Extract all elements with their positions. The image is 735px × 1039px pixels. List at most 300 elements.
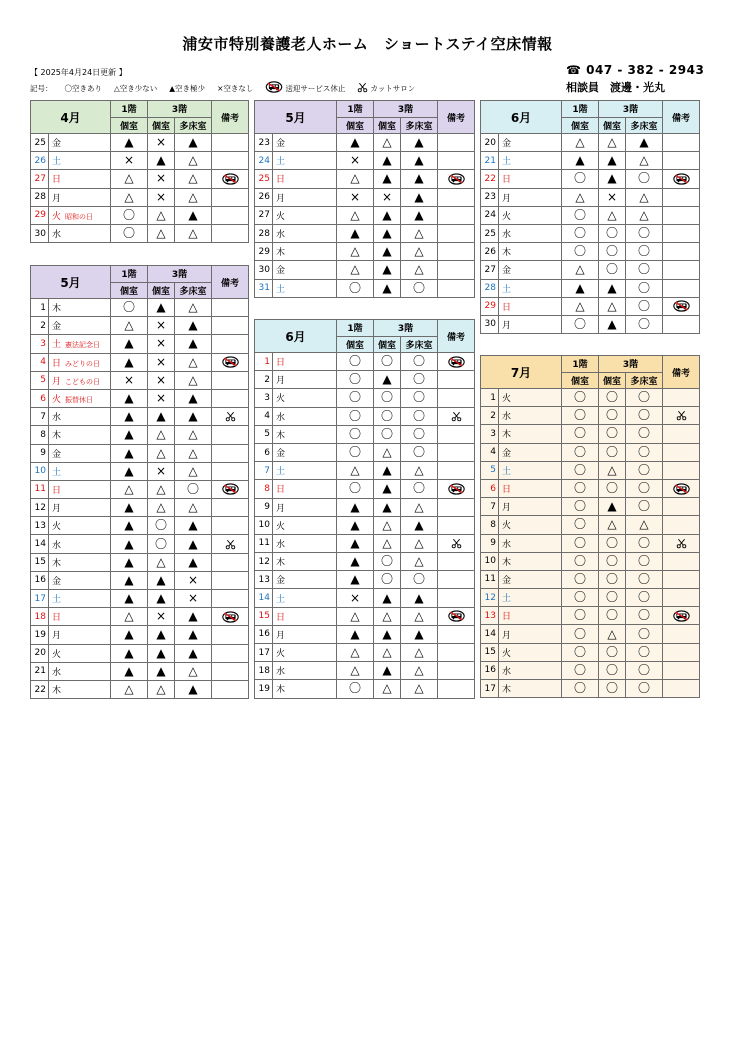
- floor3-multi-status: 〇: [401, 371, 438, 389]
- table-row: [481, 206, 700, 224]
- floor1-private-status: △: [562, 188, 599, 206]
- header-note: 備考: [663, 101, 700, 134]
- floor1-private-status: ×: [337, 188, 374, 206]
- weekday-cell: 月: [49, 188, 111, 206]
- table-row: [255, 571, 475, 589]
- table-row: [481, 297, 700, 315]
- note-cell: [438, 553, 475, 571]
- date-cell: 9: [481, 534, 499, 552]
- floor3-private-status: ▲: [148, 590, 175, 608]
- table-row: [255, 425, 475, 443]
- no-bus-icon: [663, 479, 700, 497]
- date-cell: 16: [481, 661, 499, 679]
- note-cell: [212, 662, 249, 680]
- floor3-private-status: ▲: [374, 625, 401, 643]
- floor1-private-status: ×: [337, 589, 374, 607]
- note-cell: [663, 625, 700, 643]
- date-cell: 12: [255, 553, 273, 571]
- floor1-private-status: 〇: [562, 498, 599, 516]
- floor1-private-status: ▲: [337, 625, 374, 643]
- floor3-multi-status: △: [401, 680, 438, 698]
- legend-none: ×空きなし: [217, 83, 254, 93]
- note-cell: [212, 317, 249, 335]
- note-cell: [212, 188, 249, 206]
- floor3-private-status: ▲: [148, 299, 175, 317]
- floor1-private-status: 〇: [337, 480, 374, 498]
- weekday-cell: 木: [499, 425, 562, 443]
- weekday-cell: 木: [49, 680, 111, 698]
- floor3-private-status: 〇: [599, 680, 626, 698]
- weekday-cell: 火 振替休日: [49, 389, 111, 407]
- weekday-cell: 日: [273, 170, 337, 188]
- floor3-private-status: ▲: [374, 480, 401, 498]
- legend-pickup-label: 送迎サービス休止: [285, 83, 346, 93]
- note-cell: [663, 425, 700, 443]
- header-private-3f: 個室: [599, 372, 626, 389]
- floor3-multi-status: ▲: [175, 553, 212, 571]
- floor1-private-status: ▲: [337, 553, 374, 571]
- floor1-private-status: ▲: [111, 517, 148, 535]
- table-row: [481, 479, 700, 497]
- floor3-private-status: 〇: [599, 389, 626, 407]
- weekday-cell: 水: [273, 224, 337, 242]
- floor3-multi-status: 〇: [626, 279, 663, 297]
- weekday-cell: 月: [499, 625, 562, 643]
- note-cell: [663, 243, 700, 261]
- date-cell: 16: [31, 571, 49, 589]
- table-row: [31, 371, 249, 389]
- weekday-cell: 月 こどもの日: [49, 371, 111, 389]
- date-cell: 10: [31, 462, 49, 480]
- floor3-multi-status: 〇: [626, 461, 663, 479]
- floor3-multi-status: 〇: [626, 297, 663, 315]
- table-row: [255, 534, 475, 552]
- weekday-cell: 水: [499, 407, 562, 425]
- table-row: [255, 462, 475, 480]
- floor3-private-status: △: [148, 680, 175, 698]
- calendar-table-1: [30, 100, 249, 243]
- date-cell: 25: [481, 224, 499, 242]
- table-row: [481, 134, 700, 152]
- legend: [30, 81, 415, 95]
- date-cell: 27: [255, 206, 273, 224]
- table-row: [255, 170, 475, 188]
- table-row: [255, 261, 475, 279]
- floor3-multi-status: 〇: [401, 571, 438, 589]
- floor1-private-status: 〇: [562, 643, 599, 661]
- floor3-private-status: 〇: [599, 479, 626, 497]
- weekday-cell: 日: [273, 607, 337, 625]
- note-cell: [663, 680, 700, 698]
- note-cell: [663, 461, 700, 479]
- floor1-private-status: 〇: [562, 607, 599, 625]
- weekday-cell: 水: [49, 535, 111, 553]
- table-row: [31, 590, 249, 608]
- floor1-private-status: ▲: [111, 626, 148, 644]
- floor3-multi-status: ▲: [175, 317, 212, 335]
- month-label: 5月: [255, 101, 337, 134]
- floor1-private-status: 〇: [562, 206, 599, 224]
- floor3-private-status: ▲: [599, 170, 626, 188]
- floor3-multi-status: △: [175, 224, 212, 242]
- floor3-private-status: 〇: [148, 517, 175, 535]
- legend-very-few: ▲空き極少: [169, 83, 206, 93]
- weekday-cell: 土: [499, 589, 562, 607]
- floor3-private-status: 〇: [374, 407, 401, 425]
- legend-few: △空き少ない: [114, 83, 158, 93]
- header-private-3f: 個室: [599, 117, 626, 134]
- header-multi: 多床室: [175, 282, 212, 299]
- floor3-private-status: 〇: [374, 571, 401, 589]
- weekday-cell: 月: [499, 498, 562, 516]
- date-cell: 25: [31, 134, 49, 152]
- table-row: [255, 644, 475, 662]
- table-row: [255, 134, 475, 152]
- weekday-cell: 土 憲法記念日: [49, 335, 111, 353]
- floor1-private-status: 〇: [337, 389, 374, 407]
- weekday-cell: 月: [49, 499, 111, 517]
- floor3-private-status: 〇: [599, 443, 626, 461]
- table-row: [31, 134, 249, 152]
- header-note: 備考: [663, 356, 700, 389]
- table-row: [481, 425, 700, 443]
- weekday-cell: 金: [499, 443, 562, 461]
- floor1-private-status: 〇: [562, 315, 599, 333]
- weekday-cell: 木: [49, 299, 111, 317]
- weekday-cell: 土: [273, 462, 337, 480]
- date-cell: 5: [255, 425, 273, 443]
- floor3-private-status: ▲: [374, 498, 401, 516]
- floor3-multi-status: 〇: [626, 261, 663, 279]
- date-cell: 3: [255, 389, 273, 407]
- calendar-table-5: [480, 100, 700, 334]
- date-cell: 25: [255, 170, 273, 188]
- header-private-3f: 個室: [374, 336, 401, 353]
- weekday-cell: 日: [273, 353, 337, 371]
- weekday-cell: 土: [49, 152, 111, 170]
- weekday-cell: 火: [499, 516, 562, 534]
- date-cell: 22: [31, 680, 49, 698]
- floor3-multi-status: ▲: [401, 589, 438, 607]
- floor3-private-status: △: [599, 134, 626, 152]
- floor1-private-status: 〇: [562, 570, 599, 588]
- floor1-private-status: △: [111, 170, 148, 188]
- floor3-multi-status: 〇: [401, 279, 438, 297]
- floor3-private-status: △: [374, 534, 401, 552]
- table-row: [481, 407, 700, 425]
- month-label: 7月: [481, 356, 562, 389]
- date-cell: 5: [481, 461, 499, 479]
- floor3-private-status: ×: [148, 134, 175, 152]
- date-cell: 18: [255, 662, 273, 680]
- table-row: [481, 680, 700, 698]
- date-cell: 12: [481, 589, 499, 607]
- floor3-multi-status: ×: [175, 571, 212, 589]
- weekday-cell: 木: [273, 425, 337, 443]
- floor1-private-status: △: [337, 170, 374, 188]
- table-row: [481, 188, 700, 206]
- floor3-multi-status: △: [626, 516, 663, 534]
- floor3-multi-status: △: [175, 426, 212, 444]
- table-row: [255, 152, 475, 170]
- note-cell: [212, 389, 249, 407]
- floor3-private-status: △: [374, 134, 401, 152]
- floor3-multi-status: 〇: [626, 479, 663, 497]
- scissors-icon: [357, 82, 368, 95]
- table-row: [31, 299, 249, 317]
- scissors-icon: [438, 534, 475, 552]
- date-cell: 28: [255, 224, 273, 242]
- floor1-private-status: ▲: [337, 224, 374, 242]
- table-row: [31, 353, 249, 371]
- note-cell: [212, 444, 249, 462]
- floor3-private-status: △: [599, 297, 626, 315]
- floor3-private-status: 〇: [599, 570, 626, 588]
- floor3-multi-status: 〇: [626, 498, 663, 516]
- header-private: 個室: [562, 372, 599, 389]
- floor3-private-status: ▲: [148, 644, 175, 662]
- table-row: [255, 625, 475, 643]
- weekday-cell: 金: [273, 134, 337, 152]
- floor3-multi-status: △: [626, 152, 663, 170]
- weekday-cell: 月: [273, 188, 337, 206]
- floor3-multi-status: △: [401, 498, 438, 516]
- weekday-cell: 火: [273, 389, 337, 407]
- date-cell: 7: [31, 408, 49, 426]
- weekday-cell: 月: [499, 188, 562, 206]
- floor3-private-status: ▲: [374, 462, 401, 480]
- date-cell: 17: [31, 590, 49, 608]
- header-floor3: 3階: [148, 266, 212, 283]
- date-cell: 13: [255, 571, 273, 589]
- table-row: [255, 662, 475, 680]
- table-row: [255, 224, 475, 242]
- note-cell: [663, 152, 700, 170]
- note-cell: [663, 516, 700, 534]
- floor3-private-status: ▲: [374, 589, 401, 607]
- table-row: [255, 553, 475, 571]
- header-floor1: 1階: [111, 266, 148, 283]
- weekday-cell: 金: [49, 134, 111, 152]
- note-cell: [212, 224, 249, 242]
- floor3-private-status: ×: [148, 188, 175, 206]
- weekday-cell: 金: [49, 571, 111, 589]
- weekday-cell: 日: [49, 170, 111, 188]
- header-floor3: 3階: [599, 356, 663, 373]
- floor1-private-status: ▲: [111, 535, 148, 553]
- date-cell: 11: [481, 570, 499, 588]
- floor3-multi-status: △: [401, 553, 438, 571]
- floor3-private-status: ×: [148, 170, 175, 188]
- weekday-cell: 土: [273, 589, 337, 607]
- floor1-private-status: 〇: [337, 371, 374, 389]
- floor3-private-status: △: [599, 206, 626, 224]
- floor3-multi-status: ▲: [175, 134, 212, 152]
- weekday-cell: 水: [273, 534, 337, 552]
- floor1-private-status: 〇: [111, 206, 148, 224]
- calendar-table-3: [254, 100, 475, 298]
- table-row: [481, 315, 700, 333]
- floor3-private-status: △: [148, 553, 175, 571]
- weekday-cell: 日: [49, 608, 111, 626]
- floor3-multi-status: ▲: [401, 516, 438, 534]
- note-cell: [438, 462, 475, 480]
- legend-pickup: [265, 81, 345, 95]
- date-cell: 6: [481, 479, 499, 497]
- table-row: [31, 408, 249, 426]
- floor1-private-status: ▲: [111, 553, 148, 571]
- date-cell: 29: [31, 206, 49, 224]
- floor3-multi-status: ▲: [175, 517, 212, 535]
- floor3-private-status: 〇: [599, 407, 626, 425]
- floor1-private-status: △: [111, 317, 148, 335]
- floor3-private-status: △: [599, 516, 626, 534]
- date-cell: 17: [481, 680, 499, 698]
- weekday-cell: 金: [499, 261, 562, 279]
- date-cell: 11: [31, 480, 49, 498]
- floor3-private-status: 〇: [599, 425, 626, 443]
- floor3-multi-status: ▲: [401, 206, 438, 224]
- floor1-private-status: 〇: [562, 516, 599, 534]
- note-cell: [438, 261, 475, 279]
- table-row: [31, 644, 249, 662]
- floor3-multi-status: △: [175, 662, 212, 680]
- date-cell: 10: [481, 552, 499, 570]
- floor3-multi-status: △: [175, 299, 212, 317]
- floor1-private-status: ×: [111, 371, 148, 389]
- weekday-cell: 火: [273, 644, 337, 662]
- table-row: [481, 243, 700, 261]
- floor3-multi-status: △: [401, 261, 438, 279]
- floor3-multi-status: ▲: [175, 206, 212, 224]
- floor3-private-status: 〇: [599, 661, 626, 679]
- weekday-cell: 水: [49, 224, 111, 242]
- floor1-private-status: 〇: [337, 353, 374, 371]
- note-cell: [663, 315, 700, 333]
- date-cell: 28: [31, 188, 49, 206]
- table-row: [255, 607, 475, 625]
- table-row: [31, 389, 249, 407]
- table-row: [481, 498, 700, 516]
- table-row: [31, 626, 249, 644]
- date-cell: 30: [481, 315, 499, 333]
- floor1-private-status: ▲: [111, 644, 148, 662]
- header-multi: 多床室: [626, 117, 663, 134]
- date-cell: 19: [31, 626, 49, 644]
- scissors-icon: [212, 535, 249, 553]
- note-cell: [663, 188, 700, 206]
- date-cell: 26: [31, 152, 49, 170]
- weekday-cell: 土: [499, 152, 562, 170]
- no-bus-icon: [438, 607, 475, 625]
- table-row: [255, 443, 475, 461]
- legend-cut: [357, 82, 415, 95]
- note-cell: [212, 299, 249, 317]
- floor3-private-status: △: [374, 680, 401, 698]
- date-cell: 17: [255, 644, 273, 662]
- date-cell: 3: [31, 335, 49, 353]
- table-row: [255, 589, 475, 607]
- note-cell: [438, 188, 475, 206]
- floor1-private-status: 〇: [562, 389, 599, 407]
- floor3-multi-status: △: [175, 353, 212, 371]
- floor3-multi-status: 〇: [626, 570, 663, 588]
- floor3-private-status: ▲: [148, 408, 175, 426]
- table-row: [255, 407, 475, 425]
- date-cell: 28: [481, 279, 499, 297]
- floor3-private-status: ×: [148, 389, 175, 407]
- weekday-cell: 木: [273, 680, 337, 698]
- note-cell: [438, 152, 475, 170]
- floor3-private-status: △: [374, 607, 401, 625]
- floor3-multi-status: △: [175, 462, 212, 480]
- header-multi: 多床室: [175, 117, 212, 134]
- date-cell: 20: [481, 134, 499, 152]
- floor1-private-status: 〇: [337, 407, 374, 425]
- floor1-private-status: ▲: [562, 152, 599, 170]
- header-private: 個室: [337, 336, 374, 353]
- date-cell: 14: [31, 535, 49, 553]
- floor3-private-status: ▲: [148, 626, 175, 644]
- table-row: [255, 516, 475, 534]
- page-title: 浦安市特別養護老人ホーム ショートステイ空床情報: [182, 35, 553, 53]
- weekday-cell: 火: [49, 517, 111, 535]
- floor3-multi-status: ▲: [175, 389, 212, 407]
- weekday-cell: 土: [273, 152, 337, 170]
- floor3-multi-status: ▲: [175, 335, 212, 353]
- no-bus-icon: [265, 81, 283, 95]
- floor1-private-status: ▲: [111, 662, 148, 680]
- floor3-private-status: ▲: [374, 261, 401, 279]
- date-cell: 2: [481, 407, 499, 425]
- legend-cut-label: カットサロン: [370, 83, 416, 93]
- floor3-private-status: 〇: [148, 535, 175, 553]
- floor1-private-status: △: [337, 662, 374, 680]
- floor3-multi-status: ▲: [175, 680, 212, 698]
- weekday-cell: 火: [499, 389, 562, 407]
- table-row: [481, 516, 700, 534]
- weekday-cell: 日 みどりの日: [49, 353, 111, 371]
- floor1-private-status: ▲: [337, 498, 374, 516]
- weekday-cell: 日: [499, 479, 562, 497]
- weekday-cell: 月: [273, 498, 337, 516]
- weekday-cell: 木: [499, 552, 562, 570]
- date-cell: 14: [255, 589, 273, 607]
- note-cell: [663, 389, 700, 407]
- floor3-multi-status: 〇: [626, 389, 663, 407]
- note-cell: [438, 371, 475, 389]
- floor3-multi-status: △: [401, 462, 438, 480]
- floor1-private-status: 〇: [562, 243, 599, 261]
- note-cell: [663, 279, 700, 297]
- date-cell: 30: [255, 261, 273, 279]
- floor3-private-status: △: [148, 444, 175, 462]
- floor3-multi-status: △: [175, 152, 212, 170]
- table-row: [31, 426, 249, 444]
- floor3-private-status: ×: [148, 462, 175, 480]
- date-cell: 26: [481, 243, 499, 261]
- floor3-private-status: ▲: [374, 243, 401, 261]
- header-floor1: 1階: [562, 356, 599, 373]
- floor3-private-status: 〇: [374, 389, 401, 407]
- floor3-private-status: 〇: [599, 224, 626, 242]
- no-bus-icon: [212, 480, 249, 498]
- table-row: [481, 607, 700, 625]
- weekday-cell: 土: [49, 590, 111, 608]
- floor3-multi-status: ▲: [401, 625, 438, 643]
- date-cell: 15: [31, 553, 49, 571]
- weekday-cell: 木: [499, 680, 562, 698]
